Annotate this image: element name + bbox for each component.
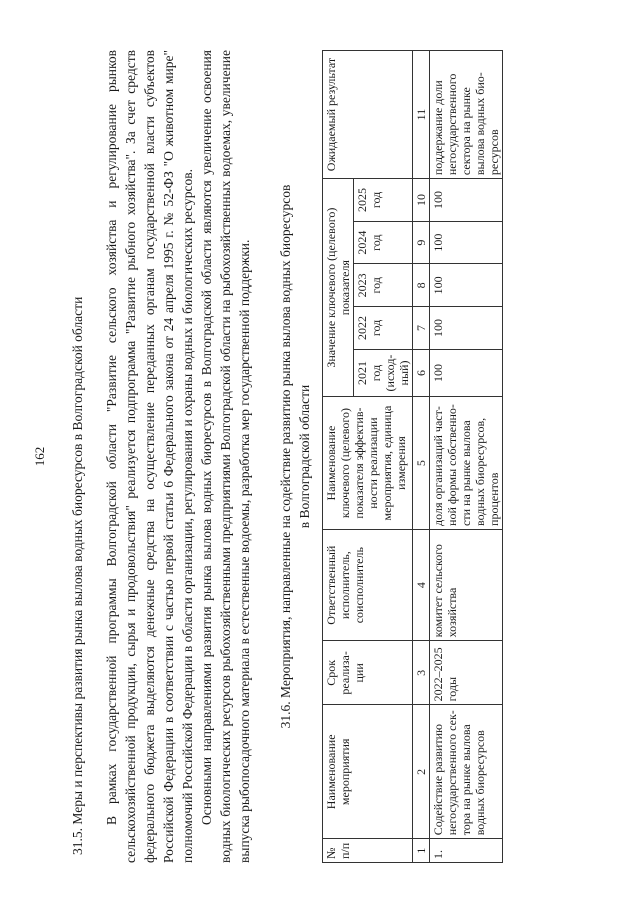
row-period: 2022–2025 годы bbox=[430, 641, 503, 705]
section-31-5-title: 31.5. Меры и перспективы развития рынка вылова водных биоресурсов в Волгоградской области bbox=[70, 296, 85, 855]
page-number: 162 bbox=[32, 446, 47, 467]
row-value-2024: 100 bbox=[430, 221, 503, 264]
header-year-2022: 2022 год bbox=[354, 307, 413, 350]
measures-table bbox=[322, 50, 503, 863]
section-31-5-paragraph-2: Основными направлениями развития рынка вылова водных биоресурсов в Волгоградской области являются увеличение освоения водных биологических ресурсов рыбохозяйственными предприятиями Волгоградской области на рыбохозяйственных водоемах, увеличение выпуска рыбопосадочного материала в естественные водоемы, разработка мер государственной поддержки. bbox=[199, 50, 252, 863]
header-year-2023: 2023 год bbox=[354, 264, 413, 307]
column-number-row bbox=[413, 51, 430, 863]
row-value-2023: 100 bbox=[430, 264, 503, 307]
column-number: 5 bbox=[413, 397, 430, 530]
column-number: 9 bbox=[413, 221, 430, 264]
table-header-row-1 bbox=[323, 51, 354, 863]
header-executor: Ответственный исполнитель, соисполнитель bbox=[323, 529, 413, 640]
row-value-2022: 100 bbox=[430, 307, 503, 350]
column-number: 3 bbox=[413, 641, 430, 705]
table-row bbox=[430, 51, 503, 863]
header-indicator-name: Наименование ключевого (целевого) показателя эффектив-ности реализации мероприятия, единица измерения bbox=[323, 397, 413, 530]
row-executor: комитет сельского хозяйства bbox=[430, 529, 503, 640]
header-year-2025: 2025 год bbox=[354, 179, 413, 222]
row-measure-name: Содействие развитию негосударственного сек-тора на рынке вылова водных биоресурсов bbox=[430, 705, 503, 839]
header-num: № п/п bbox=[323, 839, 413, 863]
section-31-5-paragraph-1: В рамках государственной программы Волгоградской области "Развитие сельского хозяйства и регулирование рынков сельскохозяйственной продукции, сырья и продовольствия" реализуется подпрограмма "Развитие рыбного хозяйства". За счет средств федерального бюджета выделяются денежные средства на осуществление переданных органам государственной власти субъектов Российской Федерации в соответствии с частью первой статьи 6 Федерального закона от 24 апреля 1995 г. № 52-ФЗ "О животном мире" полномочий Российской Федерации в области организации, регулирования и охраны водных и биологических ресурсов. bbox=[104, 50, 195, 863]
column-number: 6 bbox=[413, 349, 430, 396]
column-number: 11 bbox=[413, 51, 430, 179]
header-year-2024: 2024 год bbox=[354, 221, 413, 264]
section-31-6-title bbox=[276, 50, 314, 863]
section-31-6-title-line-2: в Волгоградской области bbox=[297, 384, 312, 529]
column-number: 7 bbox=[413, 307, 430, 350]
row-indicator-name: доля организаций част-ной формы собственно-сти на рынке вылова водных биоресурсов, процентов bbox=[430, 397, 503, 530]
row-value-2025: 100 bbox=[430, 179, 503, 222]
column-number: 1 bbox=[413, 839, 430, 863]
column-number: 10 bbox=[413, 179, 430, 222]
column-number: 4 bbox=[413, 529, 430, 640]
row-expected-result: поддержание доли негосударственного сектора на рынке вылова водных био-ресурсов bbox=[430, 51, 503, 179]
header-indicator-values: Значение ключевого (целевого) показателя bbox=[323, 179, 354, 397]
header-expected-result: Ожидаемый результат bbox=[323, 51, 413, 179]
row-value-2021: 100 bbox=[430, 349, 503, 396]
header-year-2021: 2021 год (исход-ный) bbox=[354, 349, 413, 396]
row-num: 1. bbox=[430, 839, 503, 863]
column-number: 2 bbox=[413, 705, 430, 839]
header-period: Срок реализа-ции bbox=[323, 641, 413, 705]
section-31-6-title-line-1: 31.6. Мероприятия, направленные на содействие развитию рынка вылова водных биоресурсов bbox=[278, 184, 293, 729]
header-measure-name: Наименование мероприятия bbox=[323, 705, 413, 839]
column-number: 8 bbox=[413, 264, 430, 307]
